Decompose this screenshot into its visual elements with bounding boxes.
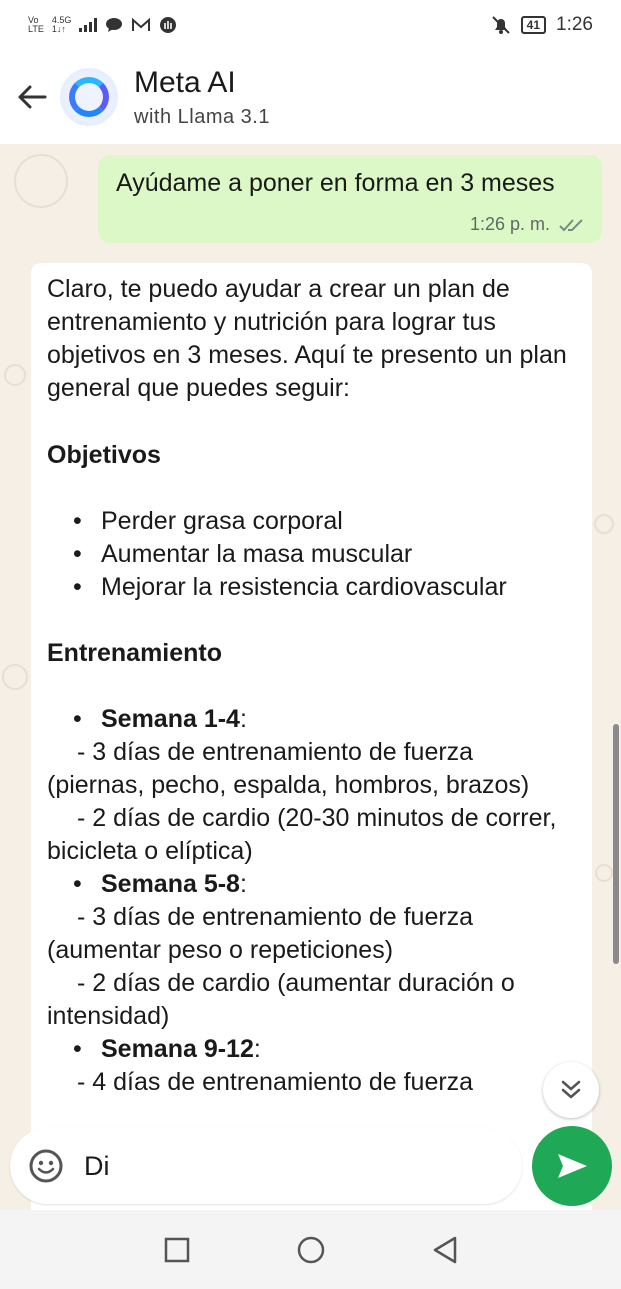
list-item: • Perder grasa corporal [47,505,576,538]
send-icon [555,1151,589,1181]
week-item [47,1033,576,1066]
training-heading: Entrenamiento [47,639,223,667]
incoming-message[interactable] [31,263,592,1210]
carrier-indicator [28,16,44,34]
bell-muted-icon [491,15,511,35]
arrow-left-icon [17,84,47,110]
emoji-icon[interactable] [28,1148,64,1184]
chat-area[interactable] [0,144,621,1210]
wallpaper-doodle [2,664,28,690]
training-list [47,703,576,1099]
double-chevron-down-icon [560,1079,582,1101]
list-item: • Aumentar la masa muscular [47,538,576,571]
week-item [47,703,576,736]
recent-apps-button[interactable] [163,1236,191,1264]
week-detail: - 3 días de entrenamiento de fuerza (aumentar peso o repeticiones) [47,903,474,964]
network-activity: 1↓↑ [51,24,66,34]
week-label: Semana 1-4 [101,705,240,733]
carrier-bottom: LTE [28,24,44,34]
network-type: 4.5G [51,15,72,25]
battery-indicator: 41 [521,16,546,34]
week-label: Semana 9-12 [101,1035,254,1063]
chat-header [0,50,621,144]
network-indicator [52,16,72,34]
status-left [28,16,177,34]
list-item: • Mejorar la resistencia cardiovascular [47,571,576,604]
back-nav-button[interactable] [431,1235,459,1265]
carrier-top: Vo [28,15,39,25]
wallpaper-doodle [594,514,614,534]
objectives-list [47,505,576,604]
chat-notification-icon [105,17,123,33]
week-label-suffix: : [239,870,247,898]
back-button[interactable] [4,67,60,127]
week-label: Semana 5-8 [101,870,240,898]
contact-subtitle: with Llama 3.1 [134,105,270,128]
message-time: 1:26 p. m. [469,214,550,234]
week-detail: - 2 días de cardio (20-30 minutos de correr, bicicleta o elíptica) [47,804,557,865]
wallpaper-doodle [14,154,68,208]
contact-info[interactable] [134,66,270,129]
home-button[interactable] [296,1235,326,1265]
week-detail: - 4 días de entrenamiento de fuerza [77,1068,474,1096]
meta-ai-avatar[interactable] [60,68,118,126]
message-input[interactable] [84,1151,464,1182]
status-right [491,14,593,36]
week-detail: - 3 días de entrenamiento de fuerza (piernas, pecho, espalda, hombros, brazos) [47,738,530,799]
status-bar [0,0,621,50]
outgoing-message-text: Ayúdame a poner en forma en 3 meses [116,169,555,197]
outgoing-message-meta [470,214,584,235]
week-item [47,868,576,901]
wallpaper-doodle [595,864,613,882]
signal-icon [79,18,97,32]
scrollbar[interactable] [613,724,619,964]
double-check-icon [558,217,584,233]
system-navigation-bar [0,1210,621,1289]
send-button[interactable] [532,1126,612,1206]
meta-ai-ring-icon [69,77,109,117]
outgoing-message[interactable] [98,155,602,243]
scroll-to-bottom-button[interactable] [543,1062,599,1118]
contact-name: Meta AI [134,65,236,99]
shield-icon [159,16,177,34]
message-composer[interactable] [10,1128,522,1204]
week-label-suffix: : [239,705,247,733]
wallpaper-doodle [4,364,26,386]
week-label-suffix: : [253,1035,261,1063]
objectives-heading: Objetivos [47,441,161,469]
clock: 1:26 [556,14,593,35]
week-detail: - 2 días de cardio (aumentar duración o intensidad) [47,969,515,1030]
mail-icon [131,17,151,33]
intro-paragraph: Claro, te puedo ayudar a crear un plan de entrenamiento y nutrición para lograr tus objetivos en 3 meses. Aquí te presento un plan general que puedes seguir: [47,275,567,402]
